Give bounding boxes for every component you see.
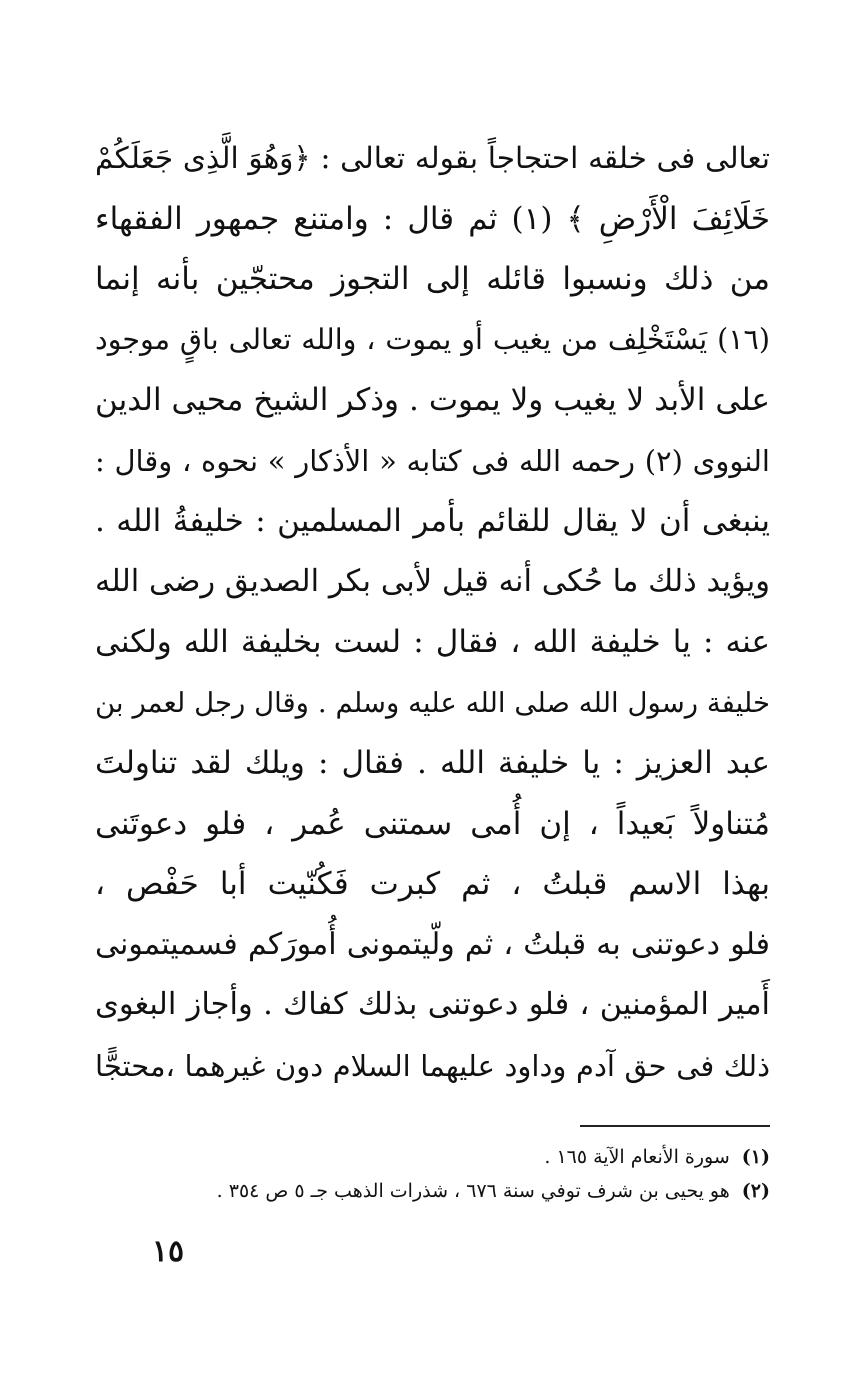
text-line: النووى (٢) رحمه الله فى كتابه « الأذكار » نحوه ، وقال : — [95, 443, 770, 478]
text-line: مُتناولاً بَعيداً ، إن أُمى سمتنى عُمر ، فلو دعوتَنى — [95, 805, 770, 842]
main-text — [95, 128, 770, 1096]
text-line: عبد العزيز : يا خليفة الله . فقال : ويلك لقد تناولتَ — [95, 745, 770, 781]
text-line: ينبغى أن لا يقال للقائم بأمر المسلمين : خليفةُ الله . — [95, 503, 770, 539]
text-line: ذلك فى حق آدم وداود عليهما السلام دون غيرهما ،محتجًّا — [95, 1048, 770, 1083]
text-line: (١٦) يَسْتَخْلِف من يغيب أو يموت ، والله تعالى باقٍ موجود — [95, 322, 770, 356]
footnote-number: (٢) — [741, 1180, 770, 1202]
text-line: خَلَائِفَ الْأَرْضِ ﴾ (١) ثم قال : وامتنع جمهور الفقهاء — [95, 200, 770, 237]
text-line: ويؤيد ذلك ما حُكى أنه قيل لأبى بكر الصديق رضى الله — [95, 563, 770, 599]
footnote-divider — [580, 1125, 770, 1127]
footnote-text: هو يحيى بن شرف توفي سنة ٦٧٦ ، شذرات الذهب جـ ٥ ص ٣٥٤ . — [216, 1180, 730, 1202]
footnotes — [190, 1140, 770, 1208]
text-line: على الأبد لا يغيب ولا يموت . وذكر الشيخ محيى الدين — [95, 382, 770, 418]
footnote-2 — [190, 1174, 770, 1208]
text-line: خليفة رسول الله صلى الله عليه وسلم . وقال رجل لعمر بن — [95, 686, 770, 719]
footnote-number: (١) — [741, 1146, 770, 1168]
footnote-text: سورة الأنعام الآية ١٦٥ . — [544, 1146, 730, 1168]
text-line: عنه : يا خليفة الله ، فقال : لست بخليفة الله ولكنى — [95, 624, 770, 660]
text-line: أَمير المؤمنين ، فلو دعوتنى بذلك كفاك . وأجاز البغوى — [95, 987, 770, 1022]
footnote-1 — [190, 1140, 770, 1174]
text-line: بهذا الاسم قبلتُ ، ثم كبرت فَكُنّيت أبا حَفْص ، — [95, 866, 770, 902]
text-line: تعالى فى خلقه احتجاجاً بقوله تعالى : ﴿وَهُوَ الَّذِى جَعَلَكُمْ — [95, 141, 770, 175]
page-number: ١٥ — [151, 1234, 185, 1269]
text-line: من ذلك ونسبوا قائله إلى التجوز محتجّين بأنه إنما — [95, 261, 770, 297]
text-line: فلو دعوتنى به قبلتُ ، ثم ولّيتمونى أُمورَكم فسميتمونى — [95, 926, 770, 962]
